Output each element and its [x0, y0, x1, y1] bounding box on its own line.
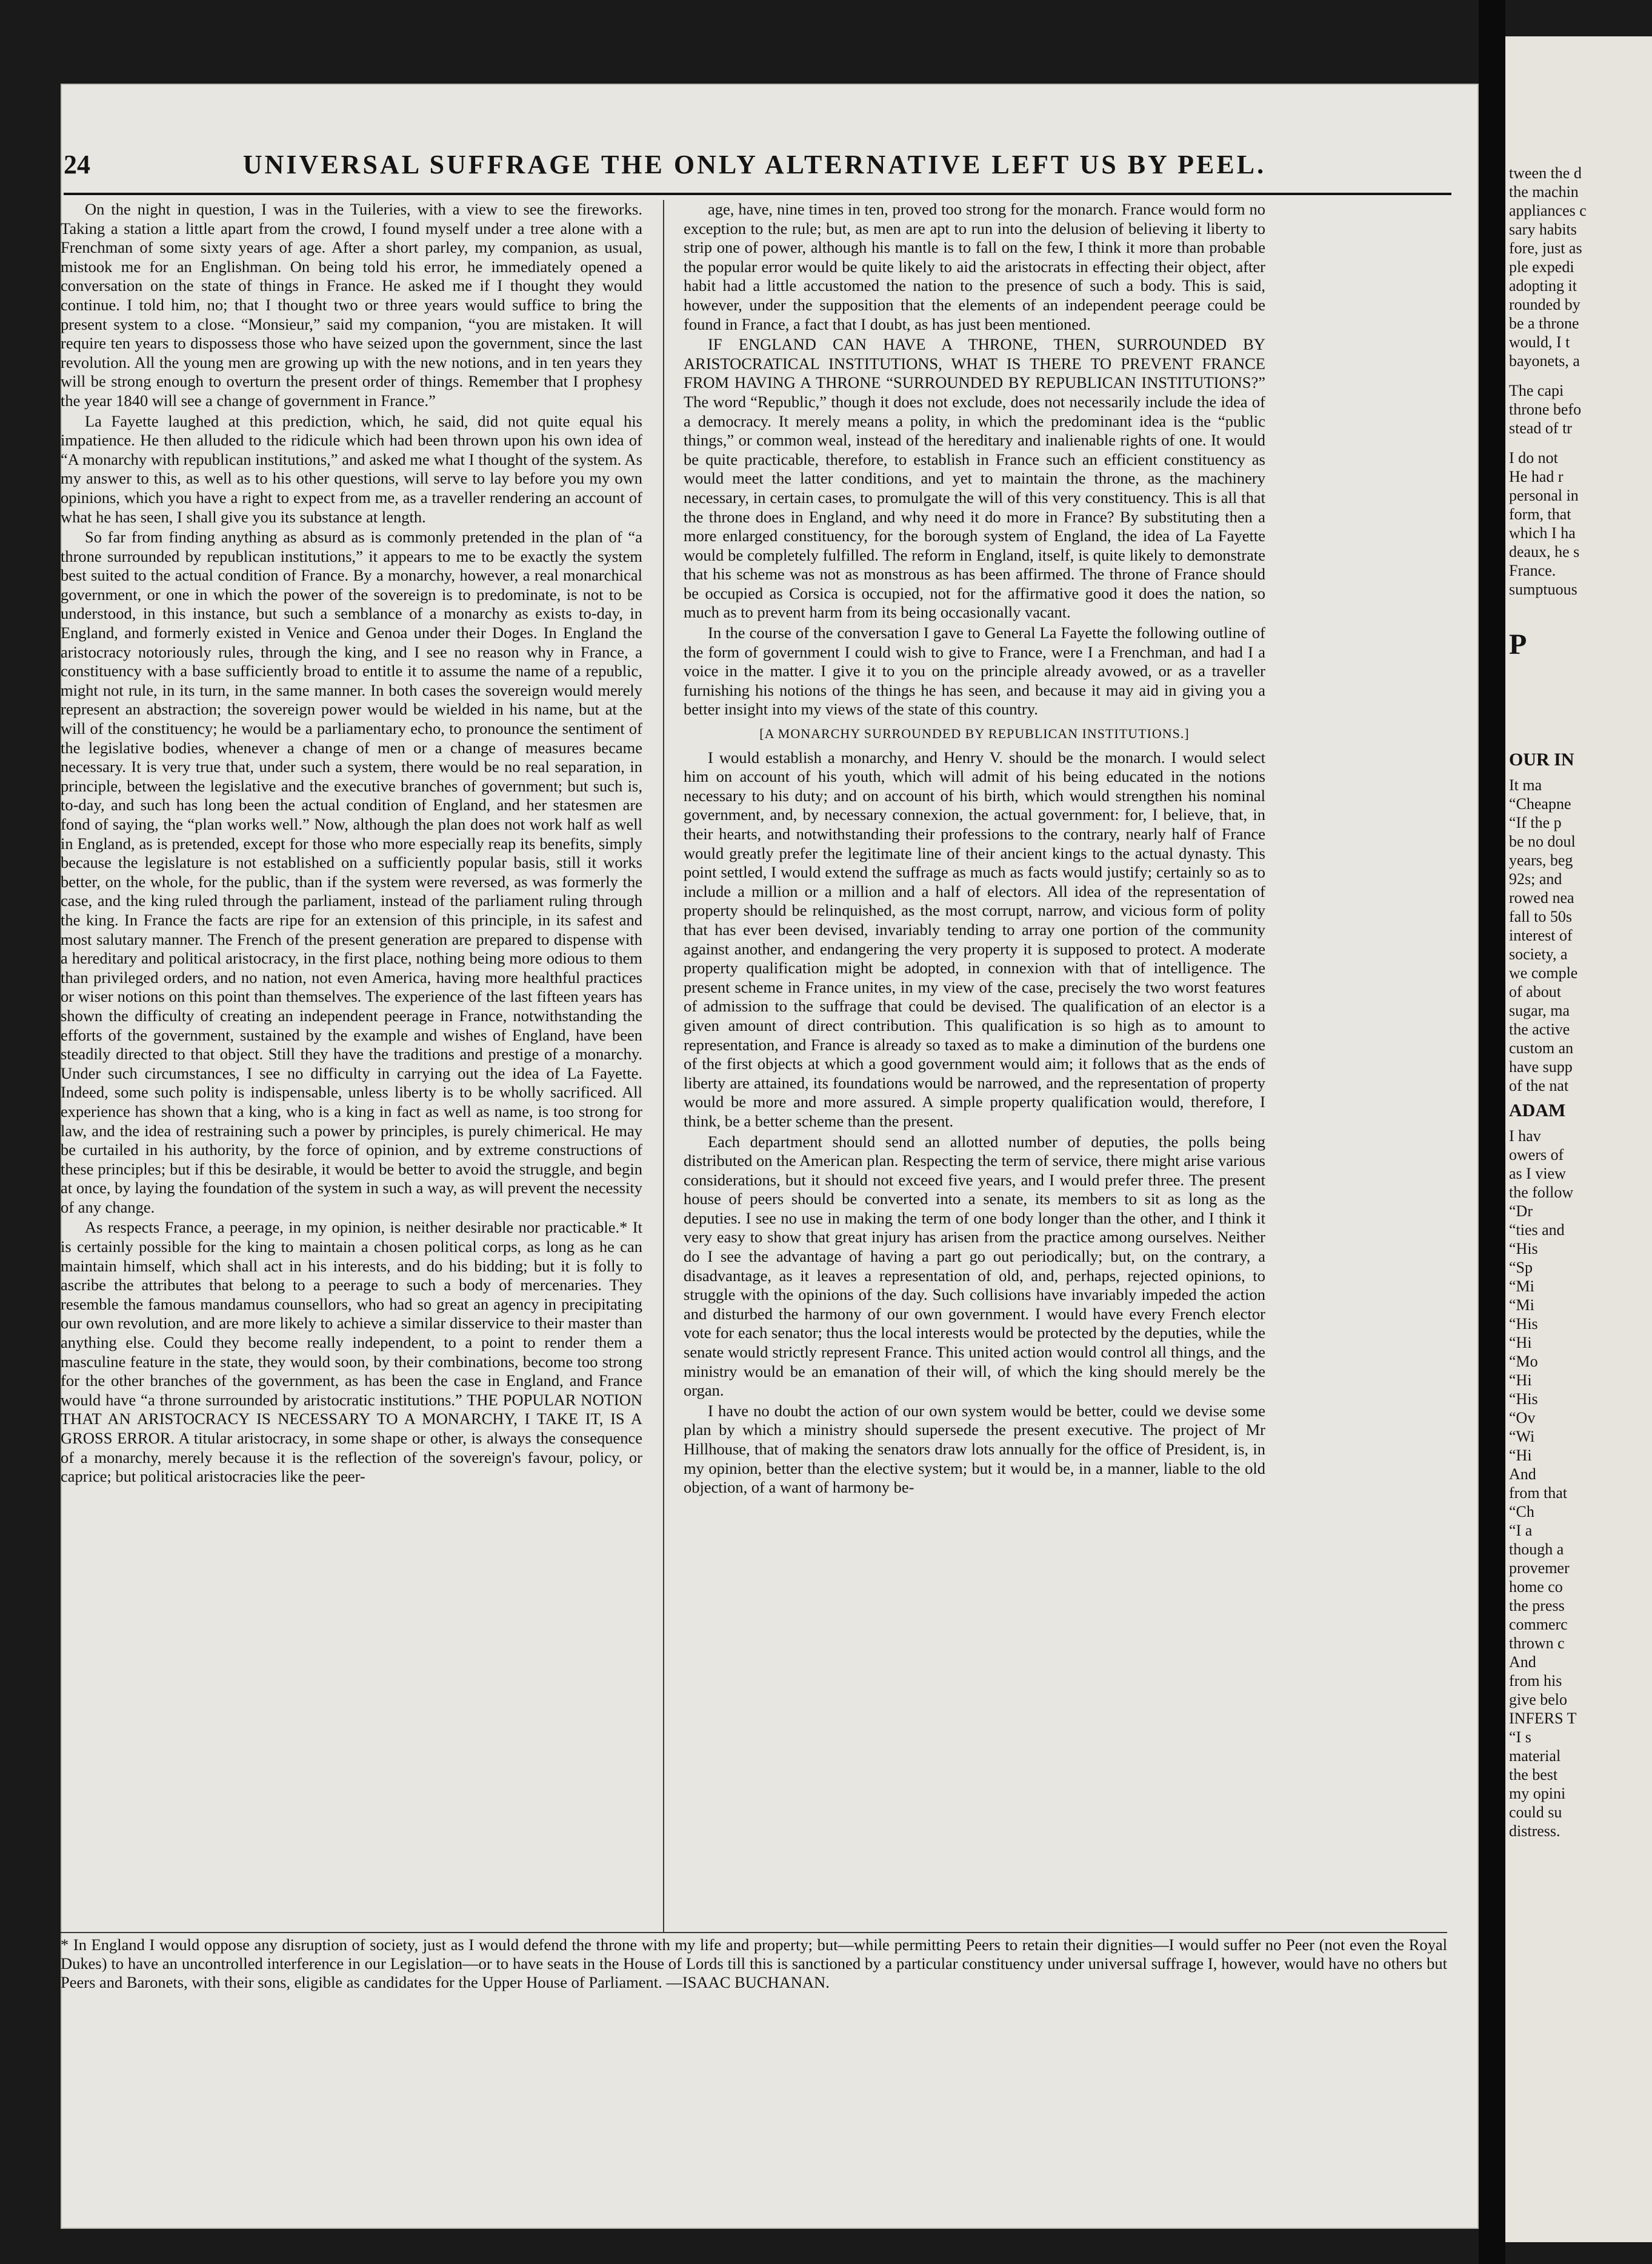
adjacent-text-line: And: [1509, 1653, 1536, 1671]
adjacent-text-line: be a throne: [1509, 315, 1579, 332]
adjacent-text-line: I do not: [1509, 449, 1558, 467]
adjacent-text-line: thrown c: [1509, 1634, 1565, 1652]
adjacent-text-line: could su: [1509, 1803, 1562, 1821]
adjacent-text-line: “Wi: [1509, 1428, 1535, 1445]
adjacent-text-line: “Hi: [1509, 1371, 1532, 1389]
footnote: * In England I would oppose any disruption of society, just as I would defend the throne with my life and property; but—while permitting Peers to retain their dignities—I would suffer no Peer (not even the Royal Dukes) to have an uncontrolled interference in our Legislation—or to have seats in the House of Lords till this is sanctioned by a particular constituency under universal suffrage I, however, would have no others but Peers and Baronets, with their sons, eligible as candidates for the Upper House of Parliament. —ISAAC BUCHANAN.: [61, 1936, 1447, 1991]
adjacent-text-line: fore, just as: [1509, 239, 1582, 257]
page-number: 24: [64, 150, 90, 179]
adjacent-text-line: my opini: [1509, 1785, 1566, 1802]
adjacent-text-line: “Dr: [1509, 1202, 1533, 1220]
adjacent-text-line: “ties and: [1509, 1221, 1565, 1239]
adjacent-text-line: though a: [1509, 1540, 1564, 1558]
adjacent-text-line: personal in: [1509, 487, 1579, 504]
paragraph: La Fayette laughed at this prediction, which, he said, did not quite equal his impatience. He then alluded to the ridicule which had been thrown upon his own idea of “A monarchy with republican institutions,” and asked me what I thought of the system. As my answer to this, as well as to his other questions, will serve to lay before you my own opinions, which you have a right to expect from me, as a traveller rendering an account of what he has seen, I shall give you its substance at length.: [61, 411, 642, 526]
running-title: UNIVERSAL SUFFRAGE THE ONLY ALTERNATIVE LEFT US BY PEEL.: [242, 150, 1267, 179]
adjacent-text-line: fall to 50s: [1509, 908, 1572, 925]
adjacent-text-line: “I a: [1509, 1522, 1533, 1539]
adjacent-subheading: ADAM: [1509, 1100, 1566, 1120]
adjacent-text-line: would, I t: [1509, 333, 1570, 351]
adjacent-text-line: sary habits: [1509, 221, 1577, 238]
adjacent-text-line: INFERS T: [1509, 1710, 1577, 1727]
adjacent-text-line: interest of: [1509, 927, 1573, 944]
right-column: [684, 200, 1265, 1497]
adjacent-text-line: distress.: [1509, 1822, 1560, 1840]
paragraph: I have no doubt the action of our own system would be better, could we devise some plan by which a ministry should supersede the present executive. The project of Mr Hillhouse, that of making the senators draw lots annually for the office of President, is, in my opinion, better than the elective system; but it would be, in a manner, liable to the old objection, of a want of harmony be-: [684, 1401, 1265, 1497]
paragraph: In the course of the conversation I gave to General La Fayette the following outline of the form of government I could wish to give to France, were I a Frenchman, and had I a voice in the matter. I give it to you on the principle already avowed, or as a traveller furnishing his notions of the things he has seen, and because it may aid in giving you a better insight into my views of the state of this country.: [684, 624, 1265, 719]
adjacent-text-line: “Mi: [1509, 1296, 1534, 1314]
paragraph: So far from finding anything as absurd as is commonly pretended in the plan of “a throne surrounded by republican institutions,” it appears to me to be exactly the system best suited to the actual condition of France. By a monarchy, however, a real monarchical government, or one in which the power of the sovereign is to predominate, is not to be understood, in this instance, but such a semblance of a monarchy as exists to-day, in England, and formerly existed in Venice and Genoa under their Doges. In England the aristocracy notoriously rules, through the king, and I see no reason why in France, a constituency with a base sufficiently broad to entitle it to assume the name of a republic, might not rule, in its turn, in the same manner. In both cases the sovereign would merely represent an abstraction; the sovereign power would be wielded in his name, but at the will of the constituency; he would be a parliamentary echo, to pronounce the sentiment of the legislative bodies, whenever a change of men or a change of measures became necessary. It is very true that, under such a system, there would be no real separation, in principle, between the legislative and the executive branches of government; but such is, to-day, and such has long been the actual condition of England, and her statesmen are fond of saying, the “plan works well.” Now, although the plan does not work half as well in England, as is pretended, except for those who more especially reap its benefits, simply because the legislature is not established on a sufficiently popular basis, still it works better, on the whole, for the public, than if the system were reversed, as was formerly the case, and the king ruled through the parliament, instead of the parliament ruling through the king. In France the facts are ripe for an extension of this principle, in its safest and most salutary manner. The French of the present generation are prepared to dispense with a hereditary and political aristocracy, in the first place, nothing being more odious to them than privileged orders, and no nation, not even America, having more healthful practices or wiser notions on this point than themselves. The experience of the last fifteen years has shown the difficulty of creating an independent peerage in France, notwithstanding the efforts of the government, sustained by the example and wishes of England, have been steadily directed to that object. Still they have the traditions and prestige of a monarchy. Under such circumstances, I see no difficulty in carrying out the idea of La Fayette. Indeed, some such polity is indispensable, unless liberty is to be wholly sacrificed. All experience has shown that a king, who is a king in fact as well as name, is too strong for law, and the idea of restraining such a power by principles, is purely chimerical. He may be curtailed in his authority, by the force of opinion, and by extreme constructions of these principles; but if this be desirable, it would be better to avoid the struggle, and begin at once, by laying the foundation of the system in such a way, as will prevent the necessity of any change.: [61, 528, 642, 1216]
adjacent-subheading: OUR IN: [1509, 750, 1574, 770]
adjacent-text-line: of about: [1509, 983, 1561, 1000]
adjacent-text-line: society, a: [1509, 945, 1568, 963]
section-heading: [A MONARCHY SURROUNDED BY REPUBLICAN INSTITUTIONS.]: [759, 726, 1190, 742]
adjacent-text-line: material: [1509, 1747, 1561, 1765]
paragraph: IF ENGLAND CAN HAVE A THRONE, THEN, SURROUNDED BY ARISTOCRATICAL INSTITUTIONS, WHAT IS THERE TO PREVENT FRANCE FROM HAVING A THRONE “SURROUNDED BY REPUBLICAN INSTITUTIONS?” The word “Republic,” though it does not exclude, does not necessarily include the idea of a democracy. It merely means a polity, in which the predominant idea is the “public things,” or common weal, instead of the hereditary and inalienable rights of one. It would be quite practicable, therefore, to establish in France such an efficient constituency as would meet the latter conditions, and yet to maintain the throne, as the machinery necessary, in certain cases, to promulgate the will of this very constituency. This is all that the throne does in England, and why need it do more in France? By substituting then a more enlarged constituency, for the borough system of England, the idea of La Fayette would be completely fulfilled. The reform in England, itself, is quite likely to demonstrate that his scheme was not as monstrous as has been affirmed. The throne of France should be occupied as Corsica is occupied, not for the affirmative good it does the nation, so much as to prevent harm from its being occasionally vacant.: [684, 335, 1265, 622]
adjacent-text-line: “Sp: [1509, 1259, 1533, 1276]
adjacent-text-line: tween the d: [1509, 164, 1582, 182]
adjacent-text-line: rowed nea: [1509, 889, 1574, 907]
adjacent-text-line: home co: [1509, 1578, 1563, 1596]
adjacent-text-line: the press: [1509, 1597, 1565, 1614]
adjacent-text-line: “Hi: [1509, 1334, 1532, 1351]
adjacent-text-line: the follow: [1509, 1184, 1574, 1201]
adjacent-text-line: “His: [1509, 1315, 1538, 1333]
paragraph: I would establish a monarchy, and Henry V. should be the monarch. I would select him on account of his youth, which will admit of his being educated in the notions necessary to his duty; and on account of his birth, which would strengthen his nominal government, and, by necessary connexion, the actual government: for, I believe, that, in their hearts, and notwithstanding their professions to the contrary, nearly half of France would greatly prefer the legitimate line of their ancient kings to the actual dynasty. This point settled, I would extend the suffrage as much as facts would justify; certainly so as to include a million or a million and a half of electors. All idea of the representation of property should be relinquished, as the most corrupt, narrow, and vicious form of polity that has ever been devised, invariably tending to array one portion of the community against another, and endangering the very property it is supposed to protect. A moderate property qualification might be adopted, in connexion with that of intelligence. The present scheme in France unites, in my view of the case, precisely the two worst features of admission to the suffrage that could be devised. The qualification of an elector is a given amount of direct contribution. This qualification is so high as to amount to representation, and France is already so taxed as to make a diminution of the burdens one of the first objects at which a good government would aim; it follows that as the ends of liberty are attained, its foundations would be narrowed, and the representation of property would be more and more assured. A simple property qualification would, therefore, I think, be a better scheme than the present.: [684, 748, 1265, 1130]
adjacent-text-line: as I view: [1509, 1165, 1566, 1182]
adjacent-text-line: from his: [1509, 1672, 1562, 1690]
adjacent-text-line: “Hi: [1509, 1447, 1532, 1464]
adjacent-text-line: “His: [1509, 1240, 1538, 1257]
adjacent-text-line: ple expedi: [1509, 258, 1574, 276]
adjacent-text-line: sugar, ma: [1509, 1002, 1570, 1019]
adjacent-text-line: owers of: [1509, 1146, 1564, 1164]
adjacent-text-line: from that: [1509, 1484, 1568, 1502]
adjacent-text-line: which I ha: [1509, 524, 1576, 542]
adjacent-text-line: The capi: [1509, 382, 1564, 399]
paragraph: On the night in question, I was in the Tuileries, with a view to see the fireworks. Taking a station a little apart from the crowd, I found myself under a tree alone with a Frenchman of some sixty years of age. After a short parley, my companion, as usual, mistook me for an Englishman. On being told his error, he immediately opened a conversation on the state of things in France. He asked me if I thought they would continue. I told him, no; that I thought two or three years would suffice to bring the present system to a close. “Monsieur,” said my companion, “you are mistaken. It will require ten years to dispossess those who have seized upon the government, since the last revolution. All the young men are growing up with the new notions, and in ten years they will be strong enough to overturn the present order of things. Remember that I prophesy the year 1840 will see a change of government in France.”: [61, 200, 642, 410]
adjacent-text-line: sumptuous: [1509, 581, 1577, 598]
adjacent-text-line: give belo: [1509, 1691, 1568, 1708]
book-gutter: [1479, 0, 1505, 2264]
adjacent-text-line: It ma: [1509, 776, 1542, 794]
adjacent-text-line: France.: [1509, 562, 1556, 579]
adjacent-text-line: He had r: [1509, 468, 1564, 485]
adjacent-text-line: 92s; and: [1509, 870, 1562, 888]
adjacent-text-line: stead of tr: [1509, 419, 1572, 437]
adjacent-text-line: “If the p: [1509, 814, 1562, 831]
adjacent-text-line: “Ov: [1509, 1409, 1536, 1427]
adjacent-text-line: “Mi: [1509, 1277, 1534, 1295]
adjacent-text-line: be no doul: [1509, 833, 1576, 850]
adjacent-text-line: “Ch: [1509, 1503, 1534, 1520]
adjacent-text-line: we comple: [1509, 964, 1578, 982]
adjacent-text-line: rounded by: [1509, 296, 1580, 313]
column-divider: [663, 200, 664, 1932]
adjacent-text-line: of the nat: [1509, 1077, 1569, 1094]
adjacent-text-line: “His: [1509, 1390, 1538, 1408]
adjacent-text-line: adopting it: [1509, 277, 1577, 295]
adjacent-text-line: form, that: [1509, 505, 1571, 523]
adjacent-text-line: bayonets, a: [1509, 352, 1580, 370]
paragraph: As respects France, a peerage, in my opinion, is neither desirable nor practicable.* It is certainly possible for the king to maintain a chosen political corps, as long as he can maintain himself, which shall act in his interests, and do his bidding; but it is folly to ascribe the attributes that belong to a peerage to such a body of mercenaries. They resemble the famous mandamus counsellors, who had so great an agency in precipitating our own revolution, and are more likely to achieve a similar disservice to their master than anything else. Could they become really independent, to a point to render them a masculine feature in the state, they would soon, by their combinations, become too strong for the other branches of the government, as has been the case in England, and France would have “a throne surrounded by aristocratic institutions.” THE POPULAR NOTION THAT AN ARISTOCRACY IS NECESSARY TO A MONARCHY, I TAKE IT, IS A GROSS ERROR. A titular aristocracy, in some shape or other, is always the consequence of a monarchy, merely because it is the reflection of the sovereign's favour, policy, or caprice; but political aristocracies like the peer-: [61, 1218, 642, 1486]
adjacent-text-line: appliances c: [1509, 202, 1587, 219]
adjacent-text-line: custom an: [1509, 1039, 1574, 1057]
adjacent-text-line: “Cheapne: [1509, 795, 1571, 813]
adjacent-text-line: have supp: [1509, 1058, 1573, 1076]
adjacent-text-line: years, beg: [1509, 851, 1573, 869]
adjacent-text-line: the active: [1509, 1020, 1570, 1038]
adjacent-text-line: deaux, he s: [1509, 543, 1580, 561]
adjacent-text-line: the machin: [1509, 183, 1579, 201]
adjacent-text-line: provemer: [1509, 1559, 1570, 1577]
adjacent-text-line: commerc: [1509, 1616, 1568, 1633]
adjacent-text-line: the best: [1509, 1766, 1558, 1783]
left-column: [61, 200, 642, 1487]
adjacent-text-line: I hav: [1509, 1127, 1541, 1145]
adjacent-page-fragment: [1505, 36, 1652, 2242]
header-rule: [64, 193, 1451, 195]
paragraph: age, have, nine times in ten, proved too strong for the monarch. France would form no exception to the rule; but, as men are apt to run into the delusion of believing it liberty to strip one of power, although his mantle is to fall on the few, I think it more than probable the popular error would be quite likely to aid the aristocrats in effecting their object, after habit had a little accustomed the nation to the presence of such a body. This is said, however, under the supposition that the elements of an independent peerage could be found in France, a fact that I doubt, as has just been mentioned.: [684, 200, 1265, 333]
adjacent-text-line: throne befo: [1509, 401, 1582, 418]
adjacent-text-line: “Mo: [1509, 1353, 1538, 1370]
adjacent-text-line: “I s: [1509, 1728, 1531, 1746]
adjacent-text-line: And: [1509, 1465, 1536, 1483]
adjacent-heading: P: [1509, 628, 1527, 661]
footnote-rule: [61, 1932, 1447, 1933]
paragraph: Each department should send an allotted number of deputies, the polls being distributed on the American plan. Respecting the term of service, there might arise various considerations, but it should not exceed five years, and I would prefer three. The present house of peers should be converted into a senate, its members to sit as long as the deputies. I see no use in making the term of one body longer than the other, and I think it very easy to show that great injury has arisen from the practice among ourselves. Neither do I see the advantage of having a part go out periodically; but, on the contrary, a disadvantage, as it leaves a representation of old, and, perhaps, rejected opinions, to struggle with the opinions of the day. Such collisions have invariably impeded the action and disturbed the harmony of our own government. I would have every French elector vote for each senator; thus the local interests would be protected by the deputies, while the senate would strictly represent France. This united action would control all things, and the ministry would be an emanation of their will, of which the king should merely be the organ.: [684, 1132, 1265, 1400]
